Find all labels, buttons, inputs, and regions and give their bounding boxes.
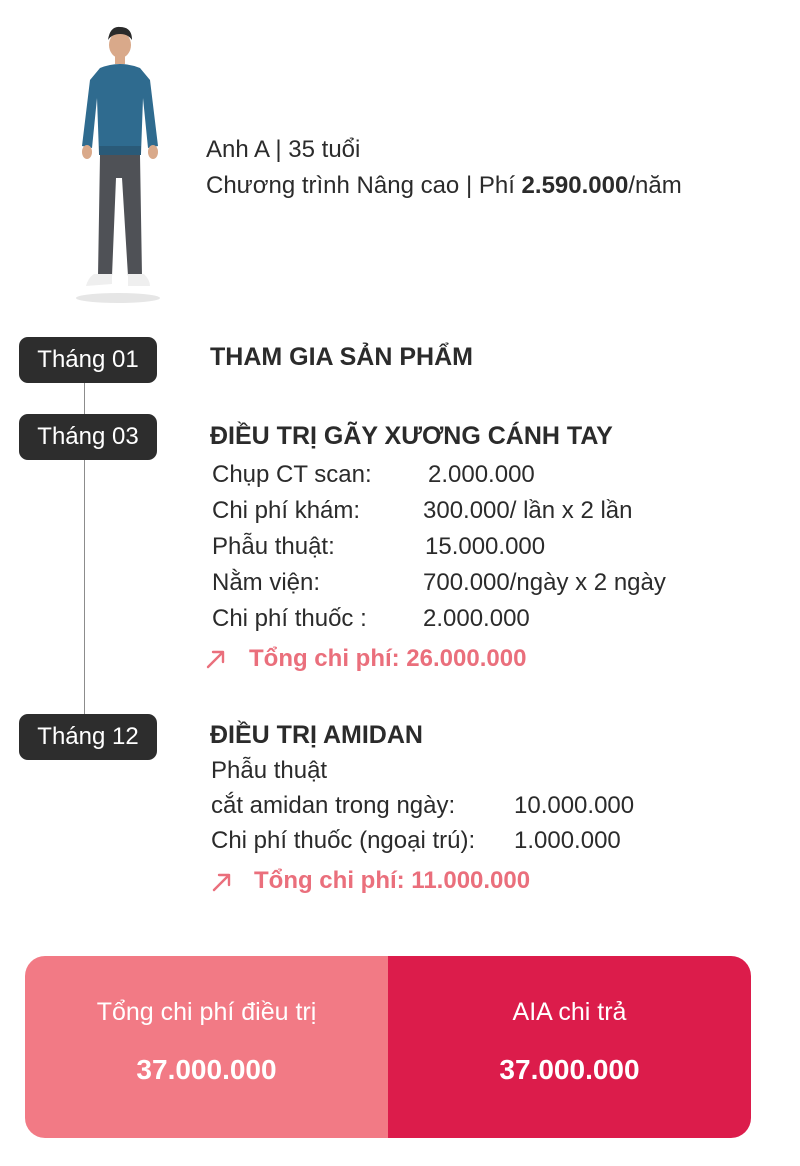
fee-unit: /năm: [628, 172, 682, 199]
cost-label: Nằm viện:: [212, 569, 321, 596]
month-badge-03: Tháng 03: [19, 414, 157, 460]
cost-label: Chi phí khám:: [212, 497, 361, 524]
cost-label: Chụp CT scan:: [212, 461, 372, 488]
summary-aia-value: 37.000.000: [499, 1054, 640, 1085]
event-title-fracture: ĐIỀU TRỊ GÃY XƯƠNG CÁNH TAY: [210, 422, 613, 450]
cost-label: cắt amidan trong ngày:: [211, 792, 456, 819]
person-photo: [48, 18, 188, 306]
summary-aia-label: AIA chi trả: [512, 998, 627, 1026]
total-cost-fracture: Tổng chi phí: 26.000.000: [249, 645, 527, 672]
event-title-join: THAM GIA SẢN PHẨM: [210, 343, 473, 371]
cost-value: 10.000.000: [514, 792, 635, 819]
arrow-up-right-icon: [211, 871, 233, 893]
month-badge-12: Tháng 12: [19, 714, 157, 760]
cost-value: 700.000/ngày x 2 ngày: [423, 569, 666, 596]
cost-label: Phẫu thuật: [211, 757, 328, 784]
cost-value: 2.000.000: [428, 461, 535, 488]
summary-total-label: Tổng chi phí điều trị: [96, 998, 317, 1026]
plan-label: Chương trình Nâng cao | Phí: [206, 172, 522, 199]
profile-plan-fee: [206, 172, 682, 200]
month-badge-01: Tháng 01: [19, 337, 157, 383]
total-cost-tonsil: Tổng chi phí: 11.000.000: [254, 867, 531, 894]
fee-value: 2.590.000: [521, 172, 629, 199]
cost-value: 300.000/ lần x 2 lần: [423, 497, 633, 524]
arrow-up-right-icon: [205, 648, 227, 670]
cost-label: Chi phí thuốc :: [212, 605, 367, 632]
cost-label: Chi phí thuốc (ngoại trú):: [211, 827, 476, 854]
cost-value: 2.000.000: [423, 605, 530, 632]
summary-total-treatment: [25, 956, 388, 1138]
cost-value: 1.000.000: [514, 827, 621, 854]
event-title-tonsil: ĐIỀU TRỊ AMIDAN: [210, 721, 423, 749]
cost-value: 15.000.000: [425, 533, 546, 560]
cost-label: Phẫu thuật:: [212, 533, 335, 560]
summary-aia-paid: [388, 956, 751, 1138]
summary-total-value: 37.000.000: [136, 1054, 277, 1085]
summary-box: [25, 956, 751, 1138]
profile-name-age: Anh A | 35 tuổi: [206, 136, 361, 163]
